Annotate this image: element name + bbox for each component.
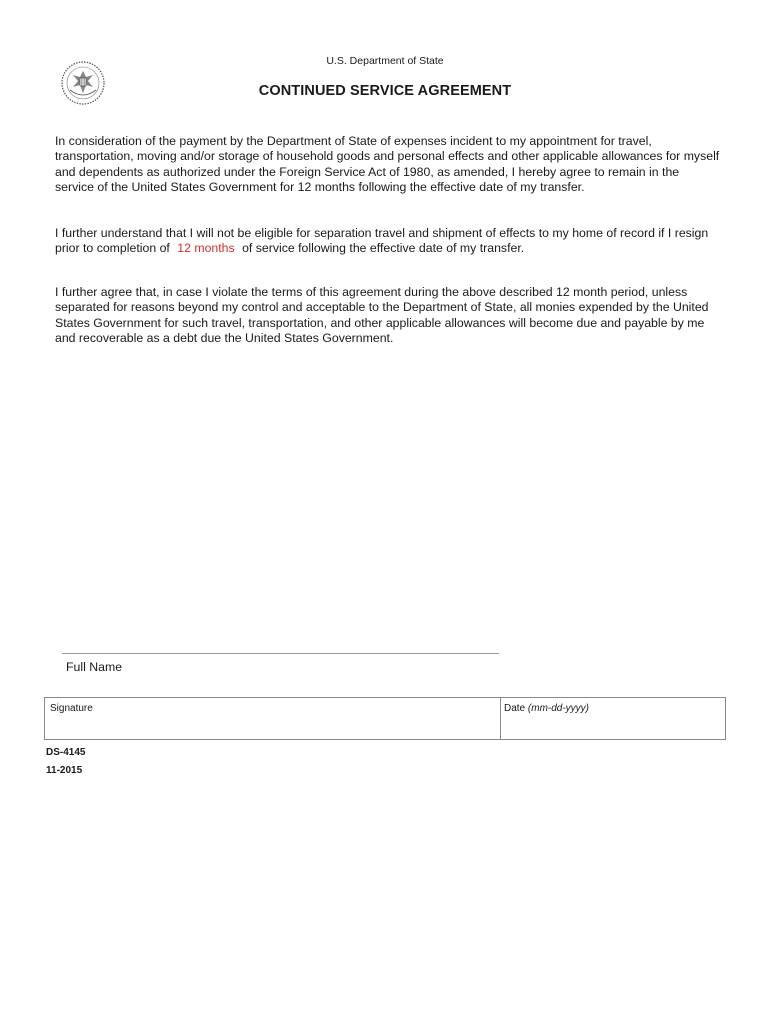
full-name-field[interactable] (62, 653, 499, 654)
paragraph-eligibility (55, 226, 720, 257)
agency-name: U.S. Department of State (326, 55, 444, 67)
signature-date-box (44, 697, 726, 740)
signature-label: Signature (50, 703, 93, 714)
signature-field[interactable] (50, 703, 93, 714)
form-revision-date: 11-2015 (46, 765, 83, 776)
date-label: Date (504, 703, 526, 714)
form-title: CONTINUED SERVICE AGREEMENT (258, 83, 512, 99)
signature-date-divider (500, 697, 501, 740)
date-format-hint: (mm-dd-yyyy) (527, 703, 590, 714)
paragraph-eligibility-text-end: of service following the effective date of my transfer. (242, 241, 525, 256)
date-field[interactable] (504, 703, 589, 714)
full-name-label: Full Name (66, 660, 123, 674)
paragraph-consideration: In consideration of the payment by the Department of State of expenses incident to my appointment for travel, transportation, moving and/or storage of household goods and personal effects and other applicable allowances for myself and dependents as authorized under the Foreign Service Act of 1980, as amended, I hereby agree to remain in the service of the United States Government for 12 months following the effective date of my transfer. (55, 134, 720, 195)
form-number: DS-4145 (46, 747, 86, 758)
paragraph-eligibility-text-start: I further understand that I will not be eligible for separation travel and shipment of effects to my home of record if I resign prior to completion of (55, 226, 709, 256)
paragraph-violation: I further agree that, in case I violate the terms of this agreement during the above described 12 month period, unless separated for reasons beyond my control and acceptable to the Department of State, all monies expended by the United States Government for such travel, transportation, and other applicable allowances will become due and payable by me and recoverable as a debt due the United States Government. (55, 285, 709, 346)
service-period-field[interactable]: 12 months (177, 241, 235, 256)
